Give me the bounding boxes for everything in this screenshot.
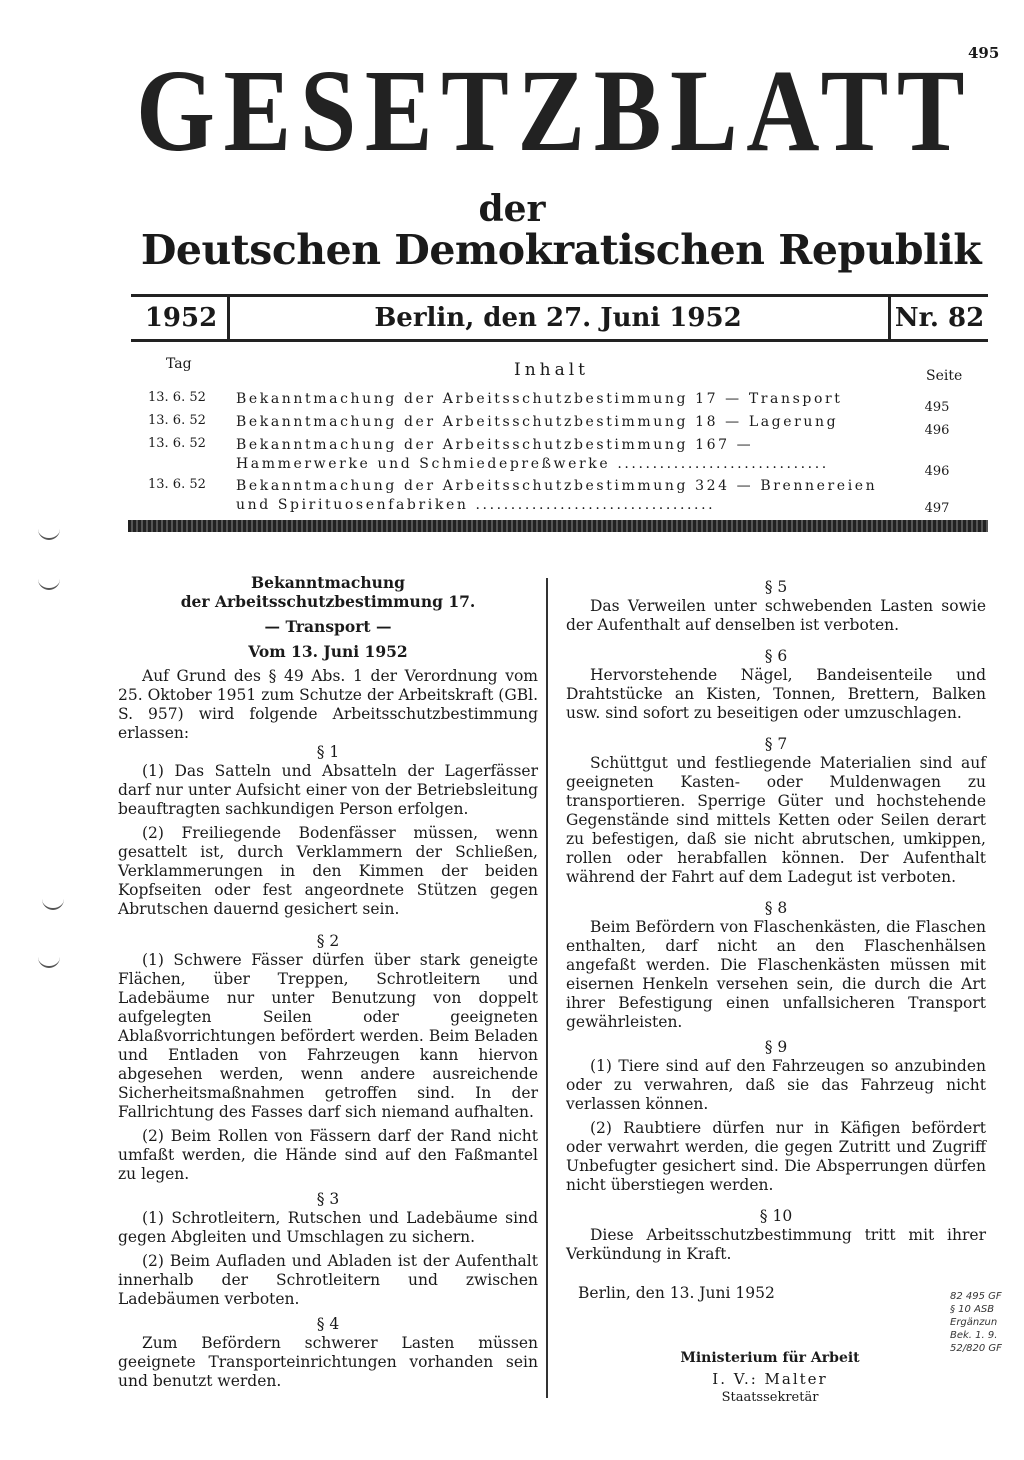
section-heading: § 2 [316,932,340,950]
section-heading: § 6 [764,647,788,665]
section-heading: § 9 [764,1038,788,1056]
toc-entry-page: 496 [924,423,950,438]
paragraph: Diese Arbeitsschutzbestimmung tritt mit ihrer Verkündung in Kraft. [566,1226,986,1263]
left-column [118,573,538,1391]
section-heading: § 5 [764,578,788,596]
toc-entry-date: 13. 6. 52 [148,477,206,492]
issue-date: Berlin, den 27. Juni 1952 [374,303,742,333]
side-note-line: 82 495 GF [950,1291,1002,1302]
paragraph: (2) Beim Rollen von Fässern darf der Rand nicht umfaßt werden, die Hände sind auf den Faßmantel zu legen. [118,1127,538,1183]
closing-place-date: Berlin, den 13. Juni 1952 [578,1284,775,1302]
column-divider [546,578,548,1398]
side-note-line: Ergänzun [950,1317,998,1328]
toc-entry-date: 13. 6. 52 [148,436,206,451]
issue-number: Nr. 82 [894,303,985,333]
toc-entry-text: Bekanntmachung der Arbeitsschutzbestimmung 17 — Transport [236,391,843,407]
signatory-title: Staatssekretär [721,1390,819,1405]
article-title-sub: der Arbeitsschutzbestimmung 17. [180,592,476,611]
masthead-title: GESETZBLATT [136,45,974,176]
margin-tick [42,898,64,910]
paragraph: Hervorstehende Nägel, Bandeisenteile und Drahtstücke an Kisten, Tonnen, Brettern, Balken usw. sind sofort zu beseitigen oder umzuschlagen. [566,666,986,722]
article-title: Bekanntmachung [251,573,405,592]
paragraph: (2) Beim Aufladen und Abladen ist der Aufenthalt innerhalb der Schrotleitern und zwischen Ladebäumen verboten. [118,1252,538,1308]
right-column [566,578,986,1303]
issue-bar [131,294,988,342]
section-heading: § 1 [316,743,340,761]
margin-tick [38,578,60,590]
paragraph: (2) Freiliegende Bodenfässer müssen, wenn gesattelt ist, durch Verklammern der Schließen, Verklammerungen in den Kimmen der beiden Kopfseiten oder fest angeordnete Stützen gegen Abrutschen dauernd gesichert sein. [118,824,538,918]
side-note-line: Bek. 1. 9. [950,1330,998,1341]
issue-year: 1952 [144,303,218,333]
paragraph: (1) Tiere sind auf den Fahrzeugen so anzubinden oder zu verwahren, daß sie das Fahrzeug nicht verlassen können. [566,1057,986,1113]
margin-tick [38,956,60,968]
section-heading: § 10 [759,1207,793,1225]
issue-divider [227,296,230,340]
toc-entry-page: 495 [924,400,950,415]
paragraph: (2) Raubtiere dürfen nur in Käfigen befördert oder verwahrt werden, die gegen Zutritt und Zugriff Unbefugter gesichert sind. Die Absperrungen dürfen nicht überstiegen werden. [566,1119,986,1194]
section-heading: § 3 [316,1190,340,1208]
margin-tick [38,528,60,540]
toc-bottom-rule [128,520,988,532]
toc-entry-date: 13. 6. 52 [148,390,206,405]
signatory: I. V.: Malter [712,1370,828,1388]
side-note-line: 52/820 GF [950,1343,1002,1354]
section-heading: § 8 [764,899,788,917]
toc-seite-label: Seite [926,368,963,384]
toc-entry-text: Bekanntmachung der Arbeitsschutzbestimmung 167 — Hammerwerke und Schmiedepreßwerke .............................. [236,437,829,472]
toc-entry-text: Bekanntmachung der Arbeitsschutzbestimmung 18 — Lagerung [236,414,839,430]
toc-entry-page: 496 [924,464,950,479]
paragraph: (1) Das Satteln und Absatteln der Lagerfässer darf nur unter Aufsicht einer von der Betriebsleitung beauftragten sachkundigen Person erfolgen. [118,762,538,818]
paragraph: Das Verweilen unter schwebenden Lasten sowie der Aufenthalt auf denselben ist verboten. [566,597,986,634]
section-heading: § 7 [764,735,788,753]
article-date: Vom 13. Juni 1952 [248,642,408,661]
toc-inhalt-label: Inhalt [514,360,590,380]
side-annotation [950,1290,1024,1355]
masthead-republic: Deutschen Demokratischen Republik [140,226,982,274]
toc-tag-label: Tag [166,356,192,372]
section-heading: § 4 [316,1315,340,1333]
toc-entry-date: 13. 6. 52 [148,413,206,428]
toc-entry-text: Bekanntmachung der Arbeitsschutzbestimmung 324 — Brennereien und Spirituosenfabriken .................................. [236,478,878,513]
toc-entry-page: 497 [924,501,950,516]
page-number: 495 [968,44,1000,62]
paragraph: Schüttgut und festliegende Materialien sind auf geeigneten Kasten- oder Muldenwagen zu transportieren. Sperrige Güter und hochstehende Gegenstände sind mittels Ketten oder Seilen derart zu befestigen, daß sie nicht abrutschen, umkippen, rollen oder herabfallen können. Der Aufenthalt während der Fahrt auf dem Ladegut ist verboten. [566,754,986,886]
side-note-line: § 10 ASB [950,1304,995,1315]
paragraph: (1) Schrotleitern, Rutschen und Ladebäume sind gegen Abgleiten und Umschlagen zu sichern. [118,1209,538,1246]
paragraph: Beim Befördern von Flaschenkästen, die Flaschen enthalten, darf nicht an den Flaschenhälsen angefaßt werden. Die Flaschenkästen müssen mit eisernen Henkeln versehen sein, die durch die Art ihrer Befestigung einen unfallsicheren Transport gewährleisten. [566,918,986,1031]
ministry-name: Ministerium für Arbeit [680,1350,860,1366]
article-preamble: Auf Grund des § 49 Abs. 1 der Verordnung vom 25. Oktober 1951 zum Schutze der Arbeitskraft (GBl. S. 957) wird folgende Arbeitsschutzbestimmung erlassen: [118,667,538,742]
article-subtitle: — Transport — [264,617,392,636]
masthead-der: der [478,188,546,230]
paragraph: Zum Befördern schwerer Lasten müssen geeignete Transporteinrichtungen vorhanden sein und benutzt werden. [118,1334,538,1390]
paragraph: (1) Schwere Fässer dürfen über stark geneigte Flächen, über Treppen, Schrotleitern und Ladebäume nur unter Benutzung von doppelt aufgelegten Seilen oder geeigneten Ablaßvorrichtungen befördert werden. Beim Beladen und Entladen von Fahrzeugen kann hiervon abgesehen werden, wenn andere ausreichende Sicherheitsmaßnahmen getroffen sind. In der Fallrichtung des Fasses darf sich niemand aufhalten. [118,951,538,1121]
